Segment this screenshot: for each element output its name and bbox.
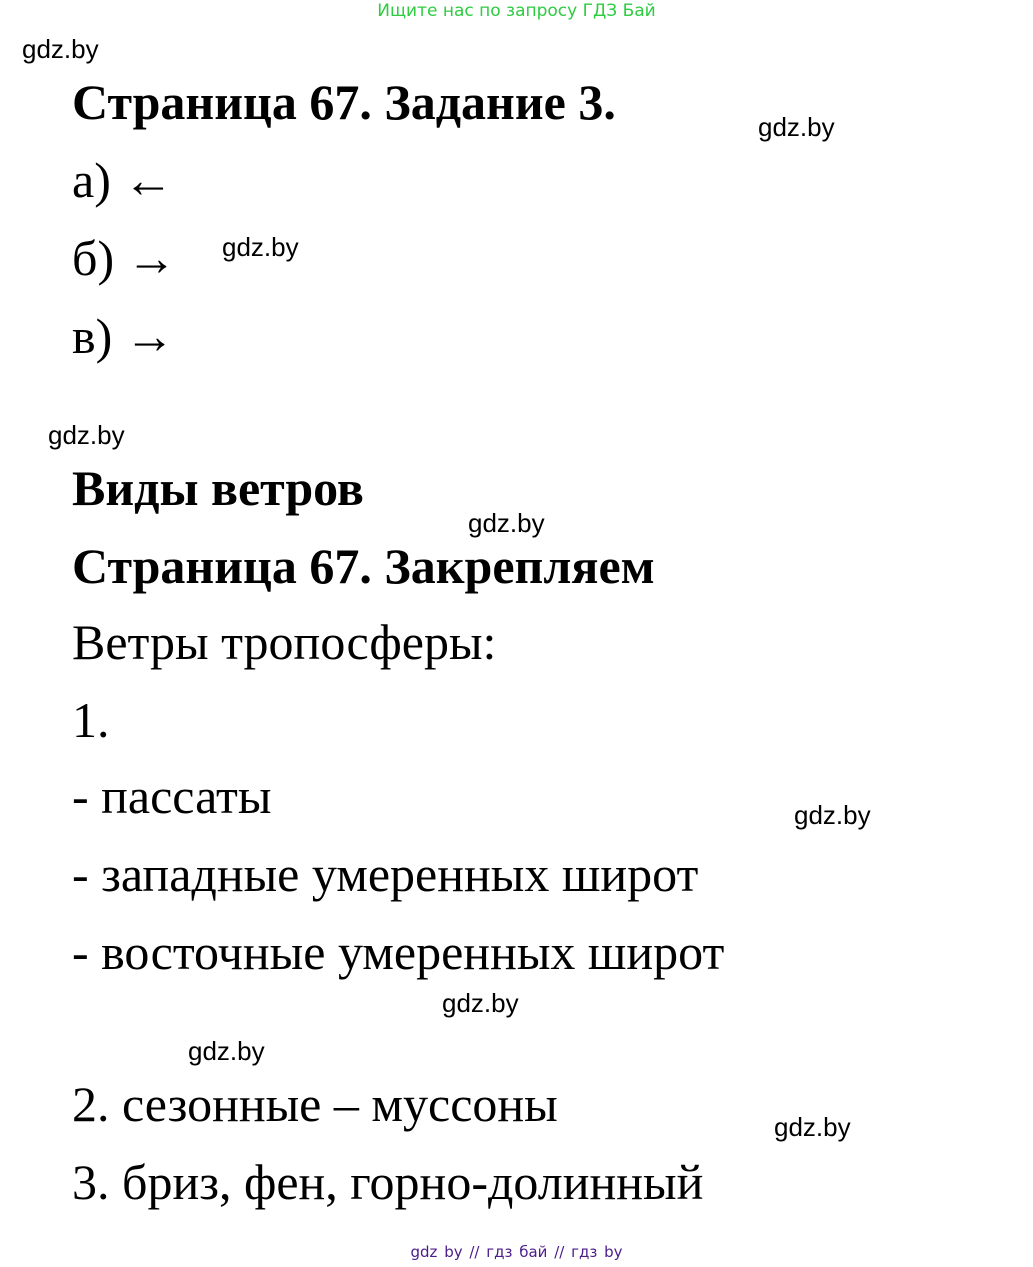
list-item: 2. сезонные – муссоны xyxy=(72,1076,558,1132)
list-item: - пассаты xyxy=(72,768,272,824)
watermark: gdz.by xyxy=(468,508,545,538)
answer-label: в) xyxy=(72,308,113,364)
watermark: gdz.by xyxy=(188,1036,265,1066)
section-subtitle: Страница 67. Закрепляем xyxy=(72,538,655,594)
section-intro: Ветры тропосферы: xyxy=(72,614,497,670)
task-title: Страница 67. Задание 3. xyxy=(72,74,616,130)
arrow-right-icon: → xyxy=(124,308,175,364)
list-item: 1. xyxy=(72,692,110,748)
section-title: Виды ветров xyxy=(72,460,364,516)
answer-label: б) xyxy=(72,230,115,286)
watermark: gdz.by xyxy=(442,988,519,1018)
watermark: gdz.by xyxy=(774,1112,851,1142)
list-item: 3. бриз, фен, горно-долинный xyxy=(72,1154,704,1210)
search-hint-banner: Ищите нас по запросу ГДЗ Бай xyxy=(377,1,656,21)
arrow-left-icon: ← xyxy=(123,152,174,208)
answer-label: а) xyxy=(72,152,111,208)
watermark: gdz.by xyxy=(794,800,871,830)
watermark: gdz.by xyxy=(758,112,835,142)
list-item: - западные умеренных широт xyxy=(72,846,699,902)
watermark: gdz.by xyxy=(222,232,299,262)
footer-links: gdz by // гдз бай // гдз by xyxy=(410,1243,623,1261)
arrow-right-icon: → xyxy=(126,230,177,286)
watermark: gdz.by xyxy=(22,34,99,64)
answer-b xyxy=(72,230,177,286)
watermark: gdz.by xyxy=(48,420,125,450)
answer-a xyxy=(72,152,173,208)
list-item: - восточные умеренных широт xyxy=(72,924,725,980)
answer-c xyxy=(72,308,175,364)
